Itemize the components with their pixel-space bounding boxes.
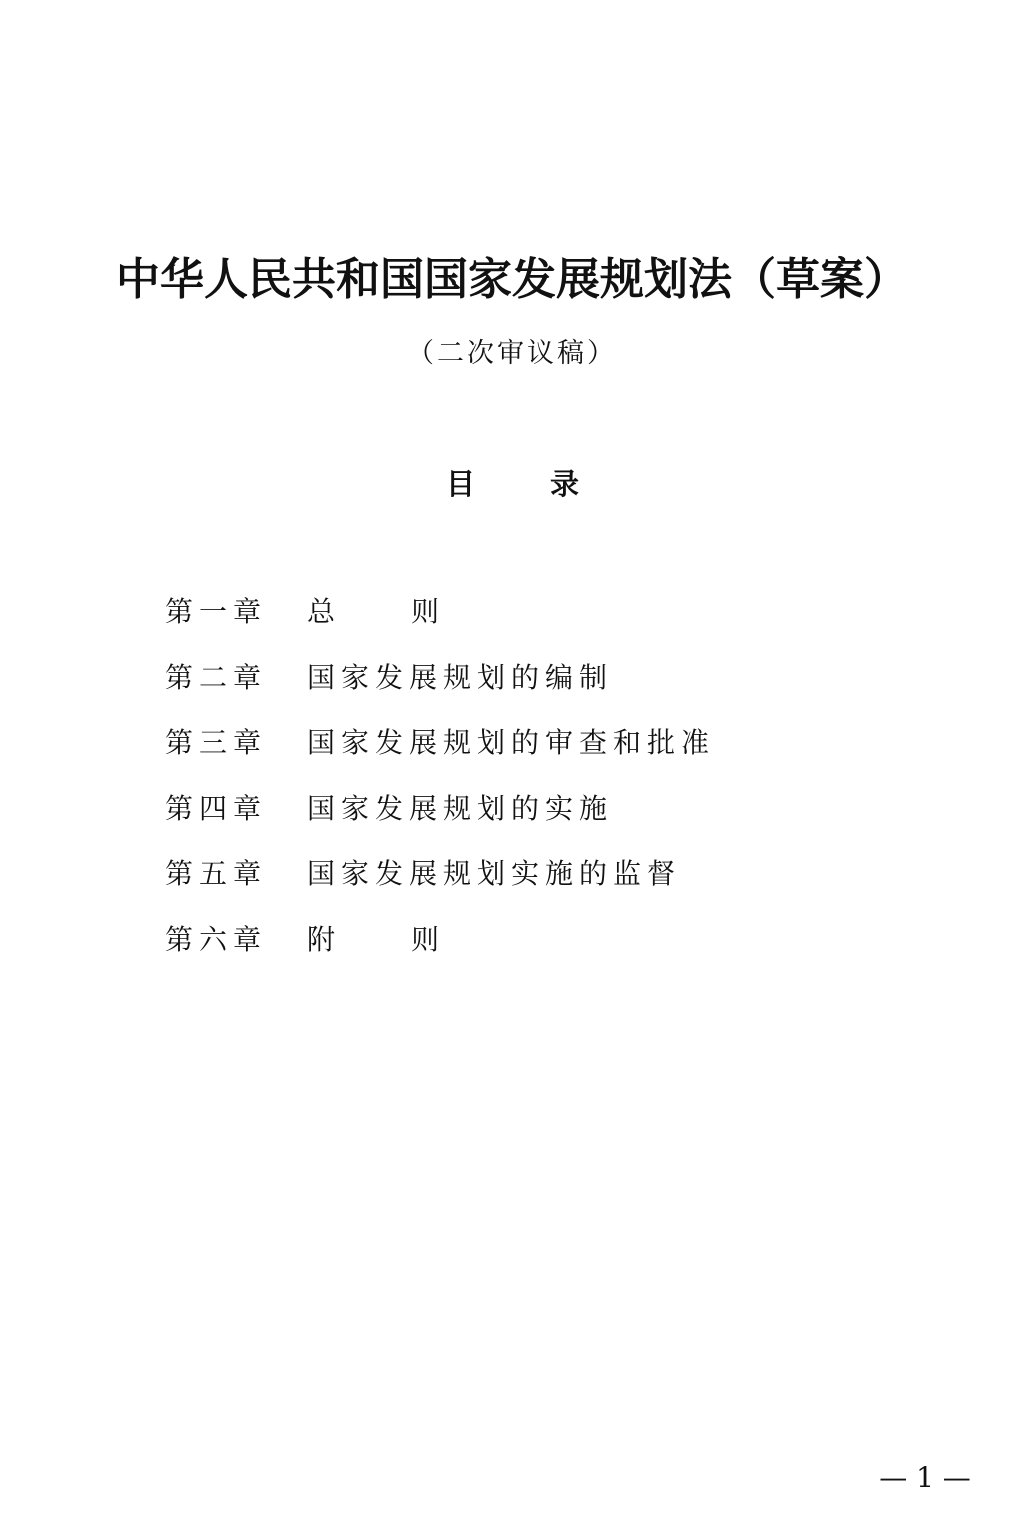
- toc-chapter-number: 第五章: [165, 857, 268, 890]
- toc-chapter-number: 第一章: [165, 595, 268, 628]
- table-of-contents: [165, 588, 865, 981]
- toc-chapter-number: 第六章: [165, 922, 268, 956]
- toc-chapter-title: 国家发展规划实施的监督: [307, 857, 682, 890]
- toc-item-chapter-2: [165, 654, 865, 720]
- toc-chapter-title: 国家发展规划的实施: [307, 791, 614, 825]
- toc-chapter-title-part: 附: [307, 922, 336, 956]
- toc-heading-char-2: 录: [550, 467, 580, 501]
- toc-chapter-title-part: 总: [307, 595, 336, 628]
- toc-chapter-number: 第三章: [165, 726, 268, 759]
- toc-item-chapter-4: [165, 785, 865, 851]
- page-number: — 1 —: [879, 1461, 971, 1494]
- toc-heading: [0, 462, 1024, 506]
- toc-chapter-number: 第四章: [165, 791, 268, 825]
- toc-item-chapter-3: [165, 719, 865, 785]
- toc-heading-char-1: 目: [446, 467, 476, 501]
- toc-chapter-number: 第二章: [165, 660, 268, 694]
- toc-chapter-title: 国家发展规划的审查和批准: [307, 726, 716, 759]
- toc-item-chapter-6: [165, 916, 865, 982]
- toc-item-chapter-5: [165, 850, 865, 916]
- document-subtitle: （二次审议稿）: [407, 338, 617, 369]
- document-title: 中华人民共和国国家发展规划法（草案）: [116, 254, 908, 305]
- toc-chapter-title: 国家发展规划的编制: [307, 660, 614, 694]
- toc-item-chapter-1: [165, 588, 865, 654]
- toc-chapter-title-part: 则: [411, 595, 440, 628]
- toc-chapter-title-part: 则: [411, 922, 440, 956]
